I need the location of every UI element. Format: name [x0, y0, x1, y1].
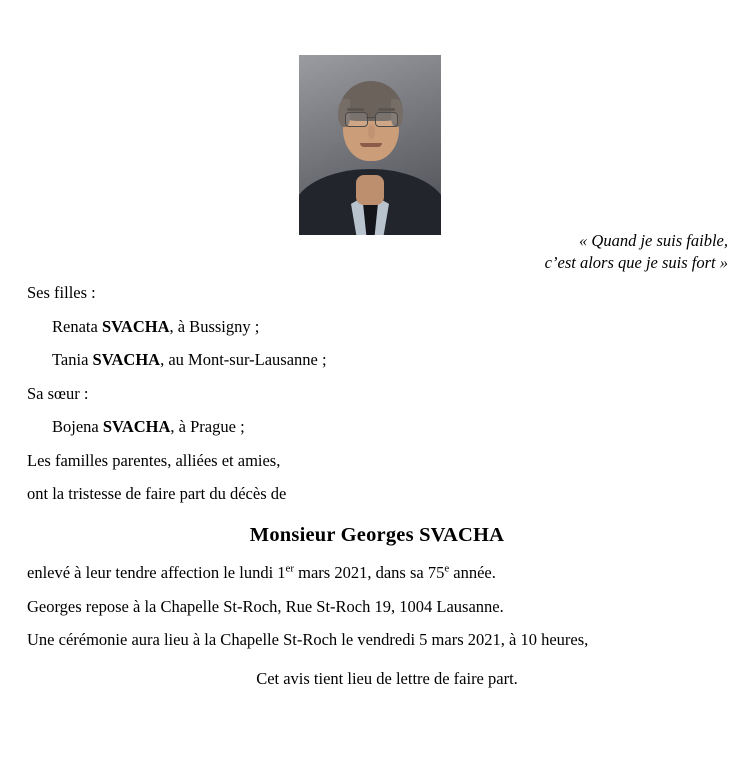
glasses-lens-left	[345, 112, 368, 127]
nose-shape	[368, 125, 375, 139]
daughter-2-surname: SVACHA	[92, 350, 161, 369]
daughter-2-firstname: Tania	[52, 350, 93, 369]
neck-shape	[356, 175, 384, 205]
details-line-1-part-c: année.	[449, 563, 496, 582]
portrait-frame	[299, 55, 441, 235]
glasses-lens-right	[375, 112, 398, 127]
daughter-entry-2	[27, 352, 727, 369]
details-line-1	[27, 562, 727, 582]
details-line-1-part-b: mars 2021, dans sa 75	[294, 563, 445, 582]
sister-entry	[27, 419, 727, 436]
sister-label: Sa sœur :	[27, 383, 89, 403]
details-line-1-part-a: enlevé à leur tendre affection le lundi 1	[27, 563, 286, 582]
deceased-name: Monsieur Georges SVACHA	[249, 523, 505, 546]
eyebrow-right-shape	[378, 108, 395, 111]
details-line-2: Georges repose à la Chapelle St-Roch, Rue St-Roch 19, 1004 Lausanne.	[27, 596, 504, 616]
glasses-icon	[344, 112, 398, 126]
details-line-1-ordinal-2: e	[444, 562, 450, 575]
closing-line: Cet avis tient lieu de lettre de faire part.	[256, 668, 518, 688]
daughters-label: Ses filles :	[27, 283, 96, 302]
announcement-line: ont la tristesse de faire part du décès de	[27, 484, 287, 503]
sister-surname: SVACHA	[102, 417, 171, 436]
glasses-bridge	[366, 117, 375, 118]
notice-body	[27, 285, 727, 704]
epigraph-quote	[398, 230, 728, 275]
sister-firstname: Bojena	[52, 417, 103, 436]
mouth-shape	[360, 143, 382, 147]
quote-line-2: c’est alors que je suis fort »	[544, 253, 728, 273]
portrait-photo	[299, 55, 441, 235]
daughter-1-firstname: Renata	[52, 316, 102, 336]
daughter-1-surname: SVACHA	[101, 316, 170, 336]
details-line-1-ordinal-1: er	[285, 562, 294, 575]
daughter-entry-1	[27, 316, 727, 336]
families-line: Les familles parentes, alliées et amies,	[27, 450, 281, 470]
details-line-3: Une cérémonie aura lieu à la Chapelle St-Roch le vendredi 5 mars 2021, à 10 heures,	[27, 630, 589, 649]
eyebrow-left-shape	[347, 108, 364, 111]
quote-line-1: « Quand je suis faible,	[579, 231, 728, 250]
daughter-1-location: , à Bussigny ;	[169, 316, 260, 336]
sister-location: , à Prague ;	[170, 417, 245, 436]
daughter-2-location: , au Mont-sur-Lausanne ;	[160, 350, 327, 369]
